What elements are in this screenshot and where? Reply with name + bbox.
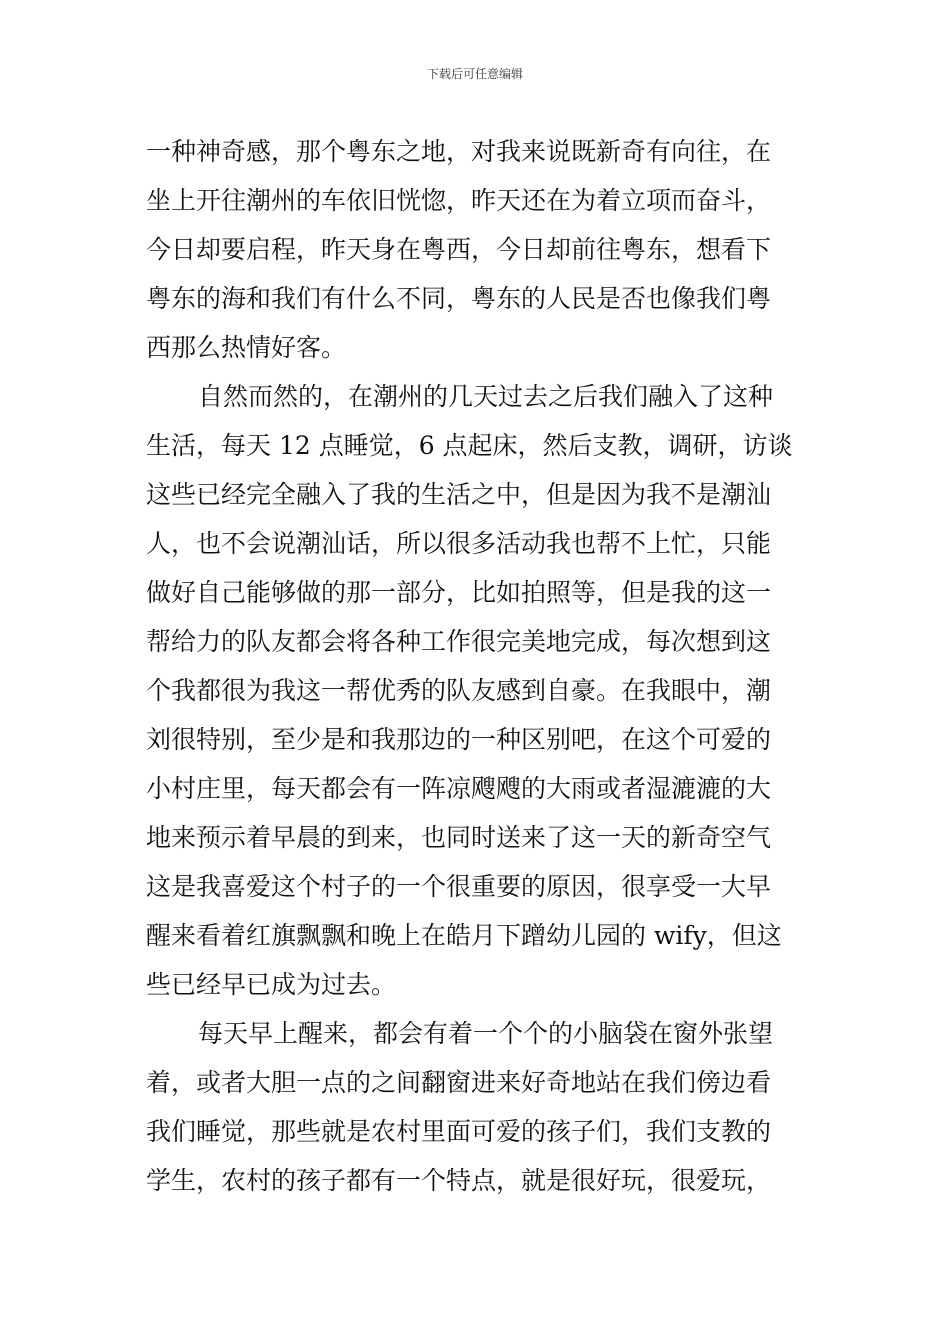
text-line: 学生，农村的孩子都有一个特点，就是很好玩，很爱玩， <box>146 1166 772 1195</box>
page-header: 下载后可任意编辑 <box>426 67 523 81</box>
text-line: 小村庄里，每天都会有一阵凉飕飕的大雨或者湿漉漉的大 <box>146 774 772 803</box>
text-line: 我们睡觉，那些就是农村里面可爱的孩子们，我们支教的 <box>146 1117 772 1146</box>
text-line: 做好自己能够做的那一部分，比如拍照等，但是我的这一 <box>146 578 772 607</box>
text-line: 这是我喜爱这个村子的一个很重要的原因，很享受一大早 <box>146 872 772 901</box>
text-line: 这些已经完全融入了我的生活之中，但是因为我不是潮汕 <box>146 480 772 509</box>
body-text <box>146 127 808 1205</box>
text-line: 坐上开往潮州的车依旧恍惚，昨天还在为着立项而奋斗， <box>146 186 772 215</box>
text-line: 生活，每天 12 点睡觉，6 点起床，然后支教，调研，访谈 <box>146 431 793 460</box>
text-line: 醒来看着红旗飘飘和晚上在皓月下蹭幼儿园的 wify，但这 <box>146 921 782 950</box>
text-line: 着，或者大胆一点的之间翻窗进来好奇地站在我们傍边看 <box>146 1068 772 1097</box>
text-line: 个我都很为我这一帮优秀的队友感到自豪。在我眼中，潮 <box>146 676 772 705</box>
text-line: 刘很特别，至少是和我那边的一种区别吧，在这个可爱的 <box>146 725 772 754</box>
text-line: 一种神奇感，那个粤东之地，对我来说既新奇有向往，在 <box>146 137 772 166</box>
text-line: 帮给力的队友都会将各种工作很完美地完成，每次想到这 <box>146 627 772 656</box>
text-line: 今日却要启程，昨天身在粤西，今日却前往粤东，想看下 <box>146 235 772 264</box>
text-line: 人，也不会说潮汕话，所以很多活动我也帮不上忙，只能 <box>146 529 772 558</box>
text-line: 些已经早已成为过去。 <box>146 970 397 999</box>
paragraph-first-line: 每天早上醒来，都会有着一个个的小脑袋在窗外张望 <box>198 1019 774 1048</box>
paragraph-first-line: 自然而然的，在潮州的几天过去之后我们融入了这种 <box>198 382 774 411</box>
text-line: 地来预示着早晨的到来，也同时送来了这一天的新奇空气 <box>146 823 772 852</box>
text-line: 西那么热情好客。 <box>146 333 347 362</box>
text-line: 粤东的海和我们有什么不同，粤东的人民是否也像我们粤 <box>146 284 772 313</box>
